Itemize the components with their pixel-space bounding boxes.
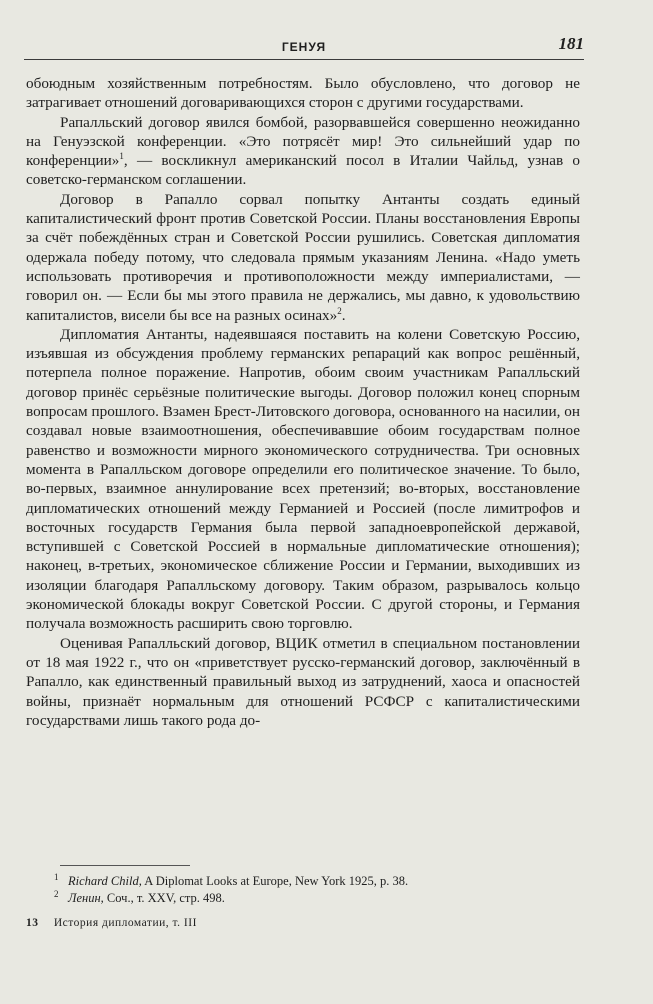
- footnote: 1 Richard Child, A Diplomat Looks at Europe, New York 1925, p. 38.: [54, 871, 409, 888]
- footnote-rule: [60, 865, 190, 866]
- running-title: ГЕНУЯ: [281, 40, 327, 54]
- paragraph: [26, 113, 580, 190]
- page-number: 181: [558, 34, 584, 53]
- paragraph: [26, 634, 580, 730]
- paragraph: [26, 325, 580, 634]
- footnote-reference: 1: [119, 151, 124, 162]
- paragraph: [26, 190, 580, 325]
- paragraph-text: .: [341, 306, 346, 324]
- paragraph-text: Оценивая Рапалльский договор, ВЦИК отметил в специальном постановлении от 18 мая 1922 г., что он «приветствует русско-германский договор, заключённый в Рапалло, как единственный правильный выход из затруднений, хаоса и опасностей войны, признаёт нормальным для отношений РСФСР с капиталистическими государствами лишь такого рода до-: [26, 634, 580, 729]
- printer-signature: [26, 917, 426, 929]
- footnote-text: Соч., т. XXV, стр. 498.: [103, 891, 225, 905]
- footnote-reference: 2: [337, 305, 342, 316]
- paragraph: [26, 74, 580, 113]
- paragraph-text: Рапалльский договор явился бомбой, разорвавшейся совершенно неожиданно на Генуэзской конференции. «Это потрясёт мир! Это сильнейший удар по конференции»: [26, 113, 580, 170]
- paragraph-text: обоюдным хозяйственным потребностям. Было обусловлено, что договор не затрагивает отношений договаривающихся сторон с другими государствами.: [26, 75, 580, 112]
- paragraph-text: Дипломатия Антанты, надеявшаяся поставить на колени Советскую Россию, изъявшая из обсуждения проблему германских репараций как вопрос решённый, потерпела полное поражение. Напротив, обоим своим участникам Рапалльский договор принёс серьёзные политические выгоды. Договор положил конец спорным вопросам прошлого. Взамен Брест-Литовского договора, основанного на насилии, он создавал новые взаимоотношения, обеспечивавшие обоим государствам полное равенство и возможности мирного экономического сотрудничества. Три основных момента в Рапалльском договоре определили его политическое значение. То было, во-первых, взаимное аннулирование всех претензий; во-вторых, восстановление дипломатических отношений между Германией и Россией (после лимитрофов и восточных государств Германия была первой западноевропейской державой, вступившей с Советской Россией в нормальные дипломатические отношения); наконец, в-третьих, экономическое сближение России и Германии, выходивших из изоляции благодаря Рапалльскому договору. Таким образом, разрывалось кольцо экономической блокады вокруг Советской России. С другой стороны, и Германия получала возможность расширить свою торговлю.: [26, 325, 580, 633]
- footnote-author: Ленин,: [68, 891, 104, 905]
- running-head: [24, 32, 584, 56]
- footnotes: [54, 873, 574, 907]
- paragraph-text: Договор в Рапалло сорвал попытку Антанты создать единый капиталистический фронт против Советской России. Планы восстановления Европы за счёт побеждённых стран и Советской России рушились. Советская дипломатия одержала победу потому, что следовала прямым указаниям Ленина. «Надо уметь использовать противоречия и противоположности между империалистами, — говорил он. — Если бы мы этого правила не держались, мы давно, к удовольствию капиталистов, висели бы все на разных осинах»: [26, 190, 580, 324]
- body-text: [26, 74, 580, 730]
- footnote: 2 Ленин, Соч., т. XXV, стр. 498.: [54, 888, 225, 905]
- paragraph-text: , — воскликнул американский посол в Италии Чайльд, узнав о советско-германском соглашении.: [26, 152, 580, 189]
- signature-number: 13: [26, 917, 39, 929]
- footnote-author: Richard Child,: [68, 874, 142, 888]
- header-rule: [24, 59, 584, 60]
- signature-text: История дипломатии, т. III: [53, 917, 197, 929]
- footnote-text: A Diplomat Looks at Europe, New York 1925, p. 38.: [141, 874, 409, 888]
